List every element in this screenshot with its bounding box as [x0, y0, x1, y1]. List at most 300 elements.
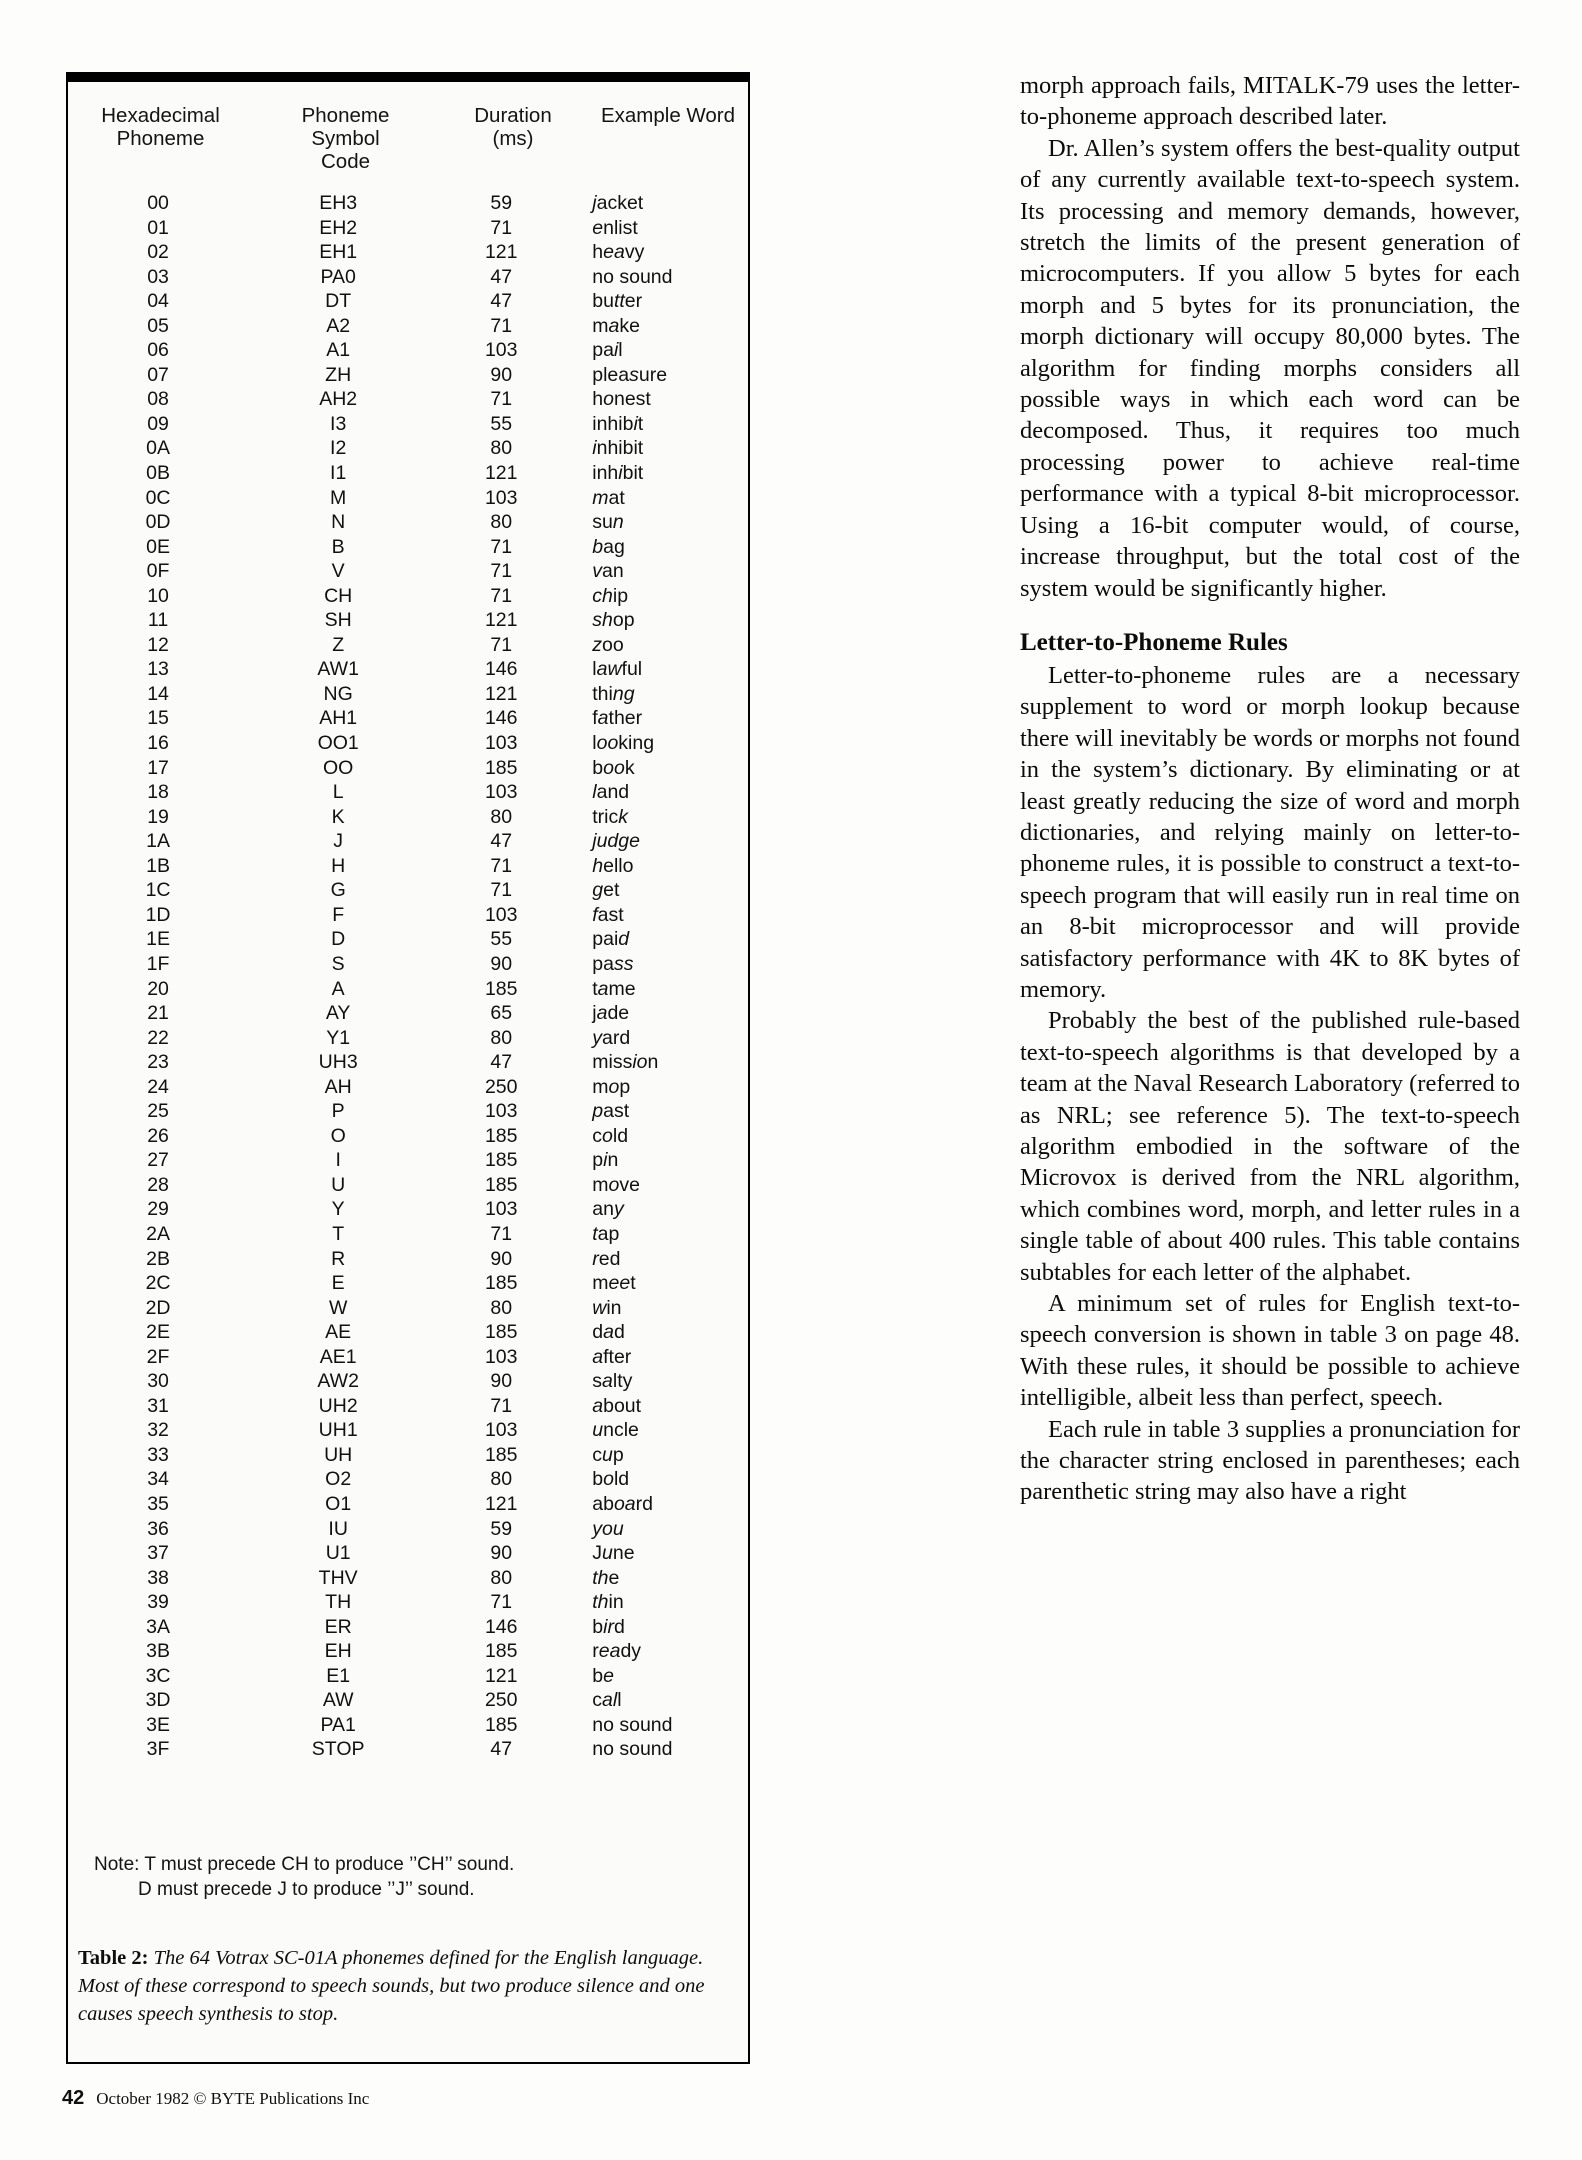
cell-example-word: aboard [592, 1492, 653, 1515]
cell-example-word: van [592, 560, 624, 583]
cell-hex-code: 0D [145, 511, 171, 534]
cell-example-word: judge [592, 830, 640, 853]
cell-hex-code: 0B [146, 462, 170, 485]
cell-duration-ms: 121 [484, 1492, 518, 1515]
table-row [68, 952, 748, 977]
table-row [68, 1148, 748, 1173]
table-row [68, 535, 748, 560]
header-line: Phoneme [301, 104, 390, 127]
cell-hex-code: 3C [145, 1664, 171, 1687]
table-row [68, 1443, 748, 1468]
cell-hex-code: 30 [147, 1370, 169, 1393]
cell-phoneme-symbol: O2 [325, 1468, 352, 1491]
cell-example-word: inhibit [592, 462, 644, 485]
header-line: (ms) [492, 127, 534, 150]
cell-duration-ms: 185 [484, 1272, 518, 1295]
cell-duration-ms: 71 [490, 314, 513, 337]
table-row [68, 1345, 748, 1370]
cell-example-word: paid [592, 928, 630, 951]
cell-hex-code: 3F [146, 1738, 170, 1761]
cell-hex-code: 2A [146, 1222, 170, 1245]
table-row [68, 436, 748, 461]
cell-phoneme-symbol: UH2 [318, 1394, 358, 1417]
table-caption [78, 1944, 734, 2028]
cell-phoneme-symbol: THV [318, 1566, 358, 1589]
cell-hex-code: 2D [145, 1296, 171, 1319]
cell-duration-ms: 71 [490, 854, 513, 877]
cell-phoneme-symbol: EH3 [319, 192, 358, 214]
cell-duration-ms: 71 [490, 1222, 513, 1245]
cell-example-word: pin [592, 1149, 619, 1172]
cell-duration-ms: 185 [484, 1640, 518, 1663]
cell-phoneme-symbol: UH1 [318, 1419, 358, 1442]
cell-example-word: after [592, 1345, 632, 1368]
table-row [68, 780, 748, 805]
cell-example-word: trick [592, 805, 628, 828]
article-body-column [1020, 70, 1520, 1508]
table-row [68, 1467, 748, 1492]
body-paragraph: Dr. Allen’s system offers the best-quality output of any currently available text-to-speech system. Its processing and memory demands, however, stretch the limits of the present generation of microcomputers. If you allow 5 bytes for each morph and 5 bytes for its pronunciation, the morph dictionary will occupy 80,000 bytes. The algorithm for finding morphs considers all possible ways in which each word can be decomposed. Thus, it requires too much processing power to achieve real-time performance with a typical 8-bit microprocessor. Using a 16-bit computer would, of course, increase throughput, but the total cost of the system would be significantly higher. [1020, 134, 1520, 602]
cell-hex-code: 31 [147, 1394, 169, 1417]
cell-duration-ms: 80 [490, 1296, 513, 1319]
cell-example-word: make [592, 314, 640, 337]
cell-example-word: no sound [592, 1738, 673, 1761]
cell-example-word: pleasure [592, 363, 668, 386]
cell-hex-code: 15 [147, 707, 169, 730]
cell-phoneme-symbol: STOP [311, 1738, 365, 1761]
cell-duration-ms: 185 [484, 1443, 518, 1466]
cell-phoneme-symbol: I1 [330, 462, 347, 485]
table-row [68, 878, 748, 903]
cell-phoneme-symbol: PA1 [320, 1713, 356, 1736]
cell-example-word: honest [592, 388, 651, 411]
cell-hex-code: 29 [147, 1198, 169, 1221]
cell-duration-ms: 121 [484, 462, 518, 485]
body-paragraph: Letter-to-phoneme rules are a necessary supplement to word or morph lookup because there will inevitably be words or morphs not found in the system’s dictionary. By eliminating or at least greatly reducing the size of word and morph dictionaries, and relying mainly on letter-to-phoneme rules, it is possible to construct a text-to-speech program that will easily run in real time on an 8-bit microprocessor and will provide satisfactory performance with 4K to 8K bytes of memory. [1020, 661, 1520, 1003]
cell-duration-ms: 250 [484, 1689, 518, 1712]
page-footer [62, 2087, 369, 2110]
cell-duration-ms: 103 [484, 1345, 518, 1368]
cell-phoneme-symbol: A1 [326, 339, 351, 362]
header-line: Duration [474, 104, 552, 127]
cell-duration-ms: 121 [484, 241, 518, 264]
cell-duration-ms: 185 [484, 1173, 518, 1196]
cell-duration-ms: 59 [490, 192, 513, 214]
cell-duration-ms: 103 [484, 1100, 518, 1123]
cell-phoneme-symbol: A [331, 977, 345, 1000]
cell-example-word: jacket [592, 192, 644, 214]
cell-hex-code: 1E [146, 928, 170, 951]
body-paragraph: morph approach fails, MITALK-79 uses the letter-to-phoneme approach described later. [1020, 72, 1520, 131]
cell-duration-ms: 103 [484, 781, 518, 804]
table-row [68, 486, 748, 511]
cell-duration-ms: 121 [484, 609, 518, 632]
footer-imprint: October 1982 © BYTE Publications Inc [96, 2089, 370, 2108]
cell-phoneme-symbol: P [331, 1100, 345, 1123]
caption-text: The 64 Votrax SC-01A phonemes defined for the English language. Most of these correspond to speech sounds, but two produce silence and one causes speech synthesis to stop. [78, 1947, 705, 2025]
cell-phoneme-symbol: U [331, 1173, 346, 1196]
cell-duration-ms: 71 [490, 584, 513, 607]
cell-phoneme-symbol: O1 [325, 1492, 352, 1515]
table-row [68, 510, 748, 535]
cell-phoneme-symbol: N [331, 511, 346, 534]
caption-label: Table 2: [78, 1947, 149, 1969]
cell-hex-code: 39 [147, 1591, 169, 1614]
table-row [68, 706, 748, 731]
cell-example-word: hello [592, 854, 634, 877]
cell-hex-code: 27 [147, 1149, 169, 1172]
cell-example-word: no sound [592, 1713, 673, 1736]
cell-phoneme-symbol: K [331, 805, 345, 828]
cell-example-word: salty [592, 1370, 633, 1393]
cell-duration-ms: 55 [490, 412, 513, 435]
table-row [68, 854, 748, 879]
cell-example-word: butter [592, 290, 643, 313]
cell-phoneme-symbol: IU [328, 1517, 348, 1540]
cell-hex-code: 24 [147, 1075, 169, 1098]
cell-phoneme-symbol: TH [325, 1591, 352, 1614]
cell-hex-code: 25 [147, 1100, 169, 1123]
cell-phoneme-symbol: EH1 [319, 241, 358, 264]
cell-phoneme-symbol: U1 [325, 1542, 351, 1565]
cell-phoneme-symbol: DT [325, 290, 352, 313]
cell-duration-ms: 90 [490, 1542, 513, 1565]
cell-example-word: inhibit [592, 412, 644, 435]
cell-hex-code: 35 [147, 1492, 169, 1515]
cell-duration-ms: 71 [490, 535, 513, 558]
table-row [68, 461, 748, 486]
table-row [68, 387, 748, 412]
cell-example-word: inhibit [592, 437, 644, 460]
cell-phoneme-symbol: E [331, 1272, 345, 1295]
cell-phoneme-symbol: V [331, 560, 345, 583]
cell-example-word: call [592, 1689, 622, 1712]
table-row [68, 1197, 748, 1222]
cell-example-word: shop [592, 609, 635, 632]
cell-duration-ms: 65 [490, 1002, 513, 1025]
cell-example-word: land [592, 781, 630, 804]
cell-duration-ms: 146 [484, 658, 518, 681]
cell-example-word: the [592, 1566, 620, 1589]
cell-duration-ms: 47 [490, 1051, 513, 1074]
cell-hex-code: 10 [147, 584, 169, 607]
cell-example-word: mop [592, 1075, 631, 1098]
table-body [68, 191, 748, 1762]
cell-hex-code: 04 [147, 290, 169, 313]
cell-duration-ms: 80 [490, 511, 513, 534]
table-row [68, 314, 748, 339]
cell-example-word: tap [592, 1222, 620, 1245]
cell-duration-ms: 185 [484, 1321, 518, 1344]
cell-duration-ms: 71 [490, 633, 513, 656]
cell-duration-ms: 146 [484, 707, 518, 730]
table-row [68, 1247, 748, 1272]
cell-phoneme-symbol: F [332, 903, 345, 926]
column-header-example-word [588, 104, 748, 173]
table-row [68, 412, 748, 437]
cell-example-word: no sound [592, 265, 673, 288]
table-row [68, 216, 748, 241]
cell-phoneme-symbol: W [328, 1296, 348, 1319]
table-row [68, 559, 748, 584]
table-row [68, 608, 748, 633]
cell-duration-ms: 71 [490, 879, 513, 902]
cell-example-word: mission [592, 1051, 659, 1074]
cell-example-word: father [592, 707, 643, 730]
cell-hex-code: 1C [145, 879, 171, 902]
cell-hex-code: 19 [147, 805, 169, 828]
table-row [68, 977, 748, 1002]
table-header-row [68, 82, 748, 173]
cell-duration-ms: 47 [490, 1738, 513, 1761]
cell-duration-ms: 103 [484, 903, 518, 926]
cell-hex-code: 05 [147, 314, 169, 337]
cell-example-word: uncle [592, 1419, 639, 1442]
cell-duration-ms: 71 [490, 1591, 513, 1614]
cell-phoneme-symbol: L [332, 781, 344, 804]
cell-hex-code: 20 [147, 977, 169, 1000]
cell-hex-code: 28 [147, 1173, 169, 1196]
table-row [68, 805, 748, 830]
cell-duration-ms: 146 [484, 1615, 518, 1638]
table-row [68, 1688, 748, 1713]
cell-hex-code: 22 [147, 1026, 169, 1049]
cell-duration-ms: 47 [490, 290, 513, 313]
cell-example-word: fast [592, 903, 624, 926]
table-row [68, 1394, 748, 1419]
cell-phoneme-symbol: NG [323, 682, 353, 705]
table-row [68, 829, 748, 854]
cell-hex-code: 1D [145, 903, 171, 926]
cell-hex-code: 37 [147, 1542, 169, 1565]
cell-hex-code: 38 [147, 1566, 169, 1589]
cell-hex-code: 00 [147, 192, 169, 214]
table-row [68, 1222, 748, 1247]
cell-example-word: jade [592, 1002, 630, 1025]
table-row [68, 1590, 748, 1615]
cell-phoneme-symbol: H [331, 854, 346, 877]
table-row [68, 1369, 748, 1394]
cell-phoneme-symbol: R [331, 1247, 346, 1270]
cell-phoneme-symbol: Y1 [326, 1026, 351, 1049]
table-row [68, 1050, 748, 1075]
cell-example-word: enlist [592, 216, 638, 239]
cell-duration-ms: 80 [490, 1566, 513, 1589]
table-row [68, 240, 748, 265]
cell-example-word: red [592, 1247, 621, 1270]
body-paragraph: Each rule in table 3 supplies a pronunciation for the character string enclosed in parentheses; each parenthetic string may also have a right [1020, 1415, 1520, 1506]
cell-duration-ms: 185 [484, 756, 518, 779]
cell-duration-ms: 90 [490, 1370, 513, 1393]
cell-hex-code: 2C [145, 1272, 171, 1295]
cell-phoneme-symbol: Y [331, 1198, 345, 1221]
table-row [68, 1713, 748, 1738]
cell-hex-code: 13 [147, 658, 169, 681]
table-row [68, 1001, 748, 1026]
cell-duration-ms: 103 [484, 486, 518, 509]
cell-hex-code: 07 [147, 363, 169, 386]
cell-example-word: win [592, 1296, 622, 1319]
header-line: Symbol [311, 127, 380, 150]
cell-phoneme-symbol: A2 [326, 314, 351, 337]
cell-example-word: ready [592, 1640, 642, 1663]
cell-phoneme-symbol: AH1 [319, 707, 358, 730]
cell-phoneme-symbol: AE [325, 1321, 352, 1344]
cell-hex-code: 3D [145, 1689, 171, 1712]
cell-hex-code: 21 [147, 1002, 169, 1025]
cell-phoneme-symbol: SH [324, 609, 352, 632]
cell-duration-ms: 71 [490, 560, 513, 583]
cell-example-word: tame [592, 977, 636, 1000]
cell-phoneme-symbol: UH3 [318, 1051, 358, 1074]
cell-duration-ms: 71 [490, 1394, 513, 1417]
header-line: Example Word [600, 104, 736, 127]
cell-hex-code: 0C [145, 486, 171, 509]
cell-phoneme-symbol: O [330, 1124, 346, 1147]
cell-phoneme-symbol: B [331, 535, 345, 558]
cell-phoneme-symbol: M [330, 486, 347, 509]
cell-phoneme-symbol: AH [324, 1075, 352, 1098]
table-2-figure [66, 72, 750, 2064]
table-row [68, 363, 748, 388]
cell-duration-ms: 80 [490, 1468, 513, 1491]
table-row [68, 682, 748, 707]
cell-example-word: pass [592, 952, 634, 975]
table-row [68, 1418, 748, 1443]
cell-phoneme-symbol: G [330, 879, 346, 902]
cell-duration-ms: 71 [490, 216, 513, 239]
cell-hex-code: 09 [147, 412, 169, 435]
body-paragraph: Probably the best of the published rule-based text-to-speech algorithms is that developed by a team at the Naval Research Laboratory (referred to as NRL; see reference 5). The text-to-speech algorithm embodied in the software of the Microvox is derived from the NRL algorithm, which combines word, morph, and letter rules in a single table of about 400 rules. This table contains subtables for each letter of the alphabet. [1020, 1007, 1520, 1286]
cell-hex-code: 0A [146, 437, 170, 460]
table-row [68, 1737, 748, 1762]
cell-phoneme-symbol: AW [322, 1689, 354, 1712]
table-row [68, 1099, 748, 1124]
cell-example-word: about [592, 1394, 642, 1417]
cell-phoneme-symbol: AE1 [319, 1345, 357, 1368]
table-row [68, 1541, 748, 1566]
cell-example-word: pail [592, 339, 623, 362]
cell-example-word: looking [592, 732, 655, 755]
table-row [68, 657, 748, 682]
cell-hex-code: 2B [146, 1247, 170, 1270]
cell-phoneme-symbol: OO [322, 756, 354, 779]
cell-hex-code: 34 [147, 1468, 169, 1491]
header-line: Hexadecimal [101, 104, 220, 127]
header-line: Phoneme [116, 127, 205, 150]
table-row [68, 1566, 748, 1591]
cell-example-word: chip [592, 584, 629, 607]
cell-example-word: dad [592, 1321, 625, 1344]
table-row [68, 731, 748, 756]
table-row [68, 265, 748, 290]
table-row [68, 1664, 748, 1689]
table-note [94, 1852, 514, 1902]
table-row [68, 1615, 748, 1640]
cell-hex-code: 11 [147, 609, 169, 632]
cell-hex-code: 3A [146, 1615, 170, 1638]
cell-hex-code: 1B [146, 854, 170, 877]
cell-example-word: cup [592, 1443, 624, 1466]
table-row [68, 903, 748, 928]
table-row [68, 1124, 748, 1149]
column-header-phoneme-symbol-code [253, 104, 438, 173]
column-header-hexadecimal-phoneme [68, 104, 253, 173]
cell-example-word: zoo [592, 633, 624, 656]
cell-example-word: meet [592, 1272, 636, 1295]
cell-phoneme-symbol: AY [325, 1002, 351, 1025]
cell-hex-code: 3E [146, 1713, 170, 1736]
cell-phoneme-symbol: Z [332, 633, 345, 656]
cell-duration-ms: 90 [490, 1247, 513, 1270]
cell-hex-code: 2F [146, 1345, 170, 1368]
cell-phoneme-symbol: CH [324, 584, 353, 607]
cell-duration-ms: 80 [490, 437, 513, 460]
cell-example-word: get [592, 879, 620, 902]
cell-example-word: past [592, 1100, 630, 1123]
cell-hex-code: 1F [146, 952, 170, 975]
cell-duration-ms: 121 [484, 1664, 518, 1687]
cell-example-word: thin [592, 1591, 624, 1614]
cell-example-word: June [592, 1542, 635, 1565]
table-row [68, 1173, 748, 1198]
cell-example-word: yard [592, 1026, 631, 1049]
cell-hex-code: 17 [147, 756, 169, 779]
table-row [68, 1320, 748, 1345]
cell-hex-code: 06 [147, 339, 169, 362]
cell-duration-ms: 103 [484, 1419, 518, 1442]
cell-phoneme-symbol: ZH [325, 363, 352, 386]
cell-hex-code: 36 [147, 1517, 169, 1540]
cell-duration-ms: 185 [484, 1124, 518, 1147]
cell-duration-ms: 47 [490, 265, 513, 288]
cell-phoneme-symbol: OO1 [317, 732, 359, 755]
cell-phoneme-symbol: T [332, 1222, 345, 1245]
table-row [68, 633, 748, 658]
table-row [68, 756, 748, 781]
cell-example-word: heavy [592, 241, 645, 264]
cell-hex-code: 16 [147, 732, 169, 755]
cell-duration-ms: 185 [484, 977, 518, 1000]
cell-hex-code: 1A [146, 830, 170, 853]
cell-phoneme-symbol: EH2 [319, 216, 358, 239]
cell-phoneme-symbol: I3 [330, 412, 347, 435]
cell-duration-ms: 80 [490, 805, 513, 828]
cell-hex-code: 33 [147, 1443, 169, 1466]
body-paragraph: A minimum set of rules for English text-to-speech conversion is shown in table 3 on page 48. With these rules, it should be possible to achieve intelligible, albeit less than perfect, speech. [1020, 1290, 1520, 1412]
cell-phoneme-symbol: ER [324, 1615, 352, 1638]
cell-hex-code: 02 [147, 241, 169, 264]
cell-example-word: thing [592, 682, 635, 705]
cell-phoneme-symbol: J [333, 830, 344, 853]
cell-hex-code: 0F [146, 560, 170, 583]
table-row [68, 1639, 748, 1664]
cell-phoneme-symbol: UH [324, 1443, 353, 1466]
cell-hex-code: 26 [147, 1124, 169, 1147]
cell-duration-ms: 185 [484, 1149, 518, 1172]
cell-duration-ms: 103 [484, 732, 518, 755]
cell-hex-code: 01 [147, 216, 169, 239]
cell-phoneme-symbol: AH2 [319, 388, 358, 411]
table-row [68, 1517, 748, 1542]
cell-duration-ms: 121 [484, 682, 518, 705]
table-row [68, 289, 748, 314]
cell-phoneme-symbol: AW1 [317, 658, 359, 681]
cell-example-word: mat [592, 486, 625, 509]
cell-hex-code: 18 [147, 781, 169, 804]
cell-phoneme-symbol: PA0 [320, 265, 356, 288]
cell-duration-ms: 47 [490, 830, 513, 853]
